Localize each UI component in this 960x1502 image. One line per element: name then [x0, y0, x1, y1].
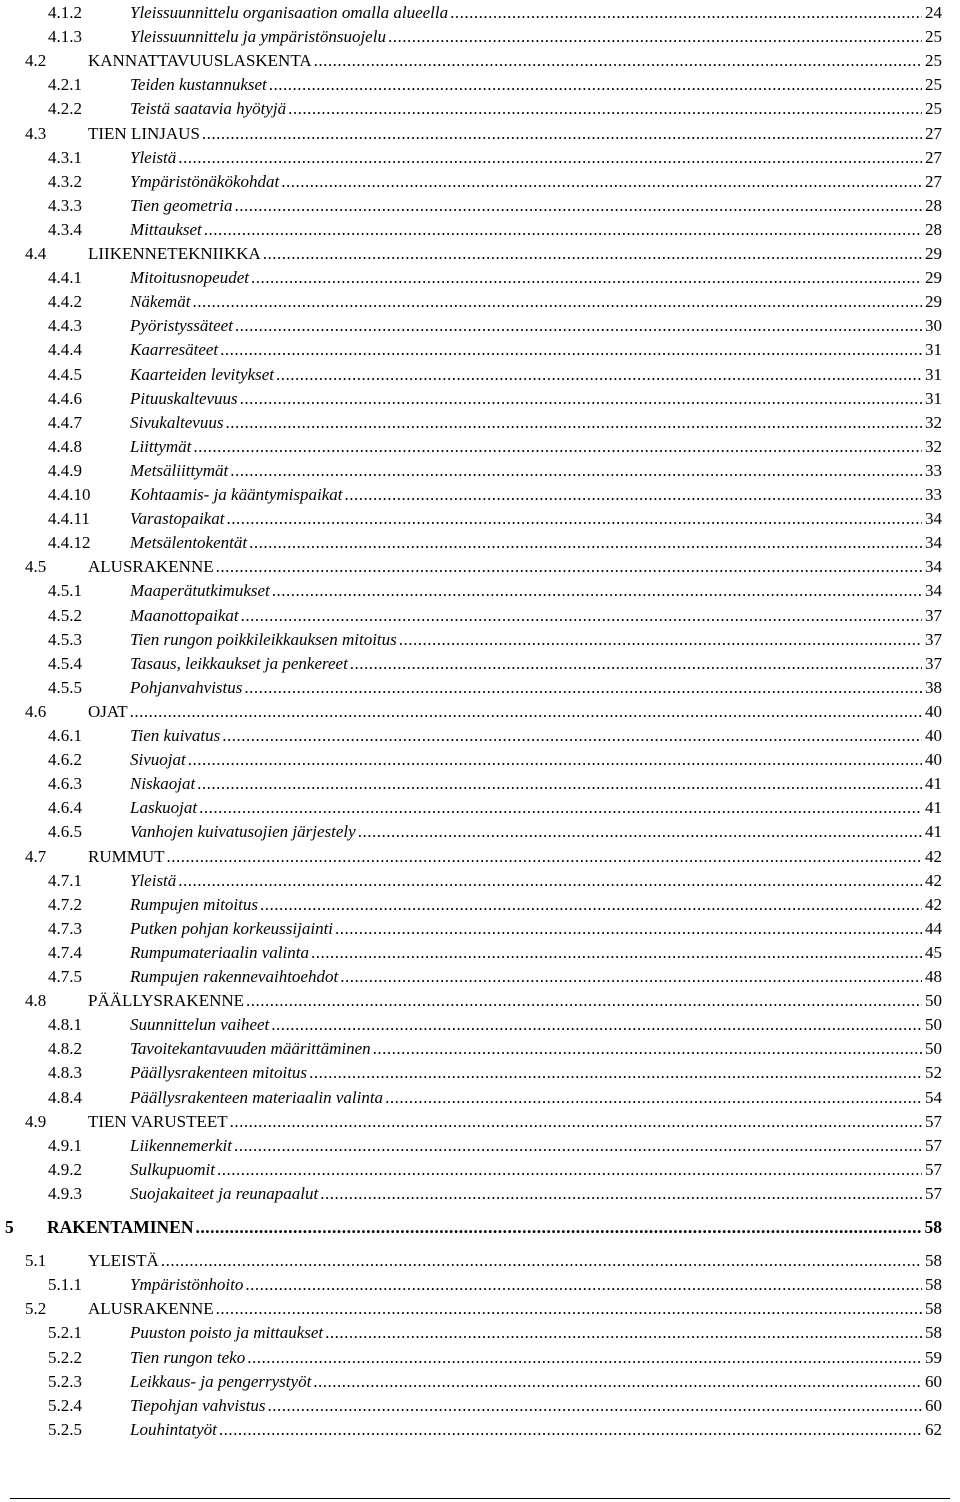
toc-entry-title: TIEN LINJAUS [88, 123, 200, 143]
toc-entry-page-number: 27 [925, 123, 942, 143]
toc-entry-number: 4.7.5 [48, 967, 82, 986]
dot-leader [276, 363, 922, 387]
toc-entry[interactable] [48, 941, 942, 965]
toc-entry-title: Metsälentokentät [130, 533, 248, 553]
toc-entry-page-number: 42 [925, 894, 942, 914]
toc-entry-title: Päällysrakenteen materiaalin valinta [130, 1087, 384, 1107]
toc-entry[interactable] [48, 1037, 942, 1061]
toc-entry[interactable] [5, 1215, 942, 1239]
toc-entry-page-number: 31 [925, 388, 942, 408]
toc-entry[interactable] [48, 266, 942, 290]
toc-entry-number: 5.2.3 [48, 1371, 82, 1391]
toc-entry-page-number: 40 [925, 701, 942, 721]
toc-entry-page-number: 41 [925, 822, 942, 842]
toc-entry-number: 4.4 [25, 244, 47, 263]
toc-entry[interactable] [48, 1346, 942, 1370]
toc-entry-number: 4.3.4 [48, 219, 82, 239]
dot-leader [314, 49, 922, 73]
toc-entry-number: 4.3 [25, 123, 47, 143]
toc-entry[interactable] [48, 459, 942, 483]
dot-leader [216, 555, 922, 579]
toc-entry[interactable] [25, 242, 942, 266]
toc-entry-number: 4.7.1 [48, 870, 82, 890]
toc-entry-number: 4.3.3 [48, 195, 82, 215]
toc-entry[interactable] [48, 170, 942, 194]
dot-leader [344, 483, 922, 507]
toc-entry-page-number: 58 [925, 1251, 942, 1271]
toc-entry-page-number: 58 [925, 1299, 942, 1319]
footer-rule [10, 1498, 950, 1499]
toc-entry-number: 4.5.5 [48, 677, 82, 697]
dot-leader [246, 989, 922, 1013]
dot-leader [240, 387, 922, 411]
toc-entry-page-number: 50 [925, 1039, 942, 1059]
dot-leader [358, 820, 922, 844]
toc-entry-number: 4.5.1 [48, 581, 82, 601]
toc-entry-title: Teistä saatavia hyötyjä [130, 99, 287, 119]
toc-entry-number: 4.6.5 [48, 822, 82, 842]
toc-entry-title: Puuston poisto ja mittaukset [130, 1323, 324, 1343]
toc-entry-page-number: 37 [925, 653, 942, 673]
toc-entry-page-number: 27 [925, 147, 942, 167]
toc-entry[interactable] [48, 628, 942, 652]
dot-leader [202, 122, 922, 146]
toc-entry[interactable] [48, 772, 942, 796]
toc-entry-number: 4.8 [25, 991, 47, 1011]
toc-entry-title: Pyöristyssäteet [130, 316, 233, 336]
toc-entry[interactable] [48, 1418, 942, 1442]
dot-leader [245, 1273, 922, 1297]
dot-leader [288, 97, 922, 121]
toc-entry-page-number: 25 [925, 51, 942, 71]
toc-entry-page-number: 58 [924, 1217, 942, 1237]
toc-entry[interactable] [48, 1134, 942, 1158]
toc-entry-title: Ympäristönäkökohdat [130, 171, 280, 191]
toc-entry-title: Tien rungon teko [130, 1347, 246, 1367]
toc-entry-number: 4.7.3 [48, 918, 82, 938]
toc-entry-number: 4.4.3 [48, 316, 82, 336]
toc-entry[interactable] [48, 820, 942, 844]
dot-leader [268, 1394, 922, 1418]
toc-entry-number: 4.8.3 [48, 1063, 82, 1083]
dot-leader [335, 917, 922, 941]
dot-leader [235, 314, 922, 338]
toc-entry-title: Suunnittelun vaiheet [130, 1015, 270, 1035]
toc-entry[interactable] [48, 73, 942, 97]
toc-entry-page-number: 57 [925, 1111, 942, 1131]
toc-entry-page-number: 40 [925, 750, 942, 770]
toc-entry-number: 4.3.2 [48, 171, 82, 191]
toc-entry-number: 4.8.2 [48, 1039, 82, 1059]
toc-entry-page-number: 28 [925, 219, 942, 239]
toc-entry-page-number: 25 [925, 75, 942, 95]
toc-entry[interactable] [48, 604, 942, 628]
toc-entry[interactable] [48, 314, 942, 338]
toc-entry-number: 4.4.5 [48, 364, 82, 384]
dot-leader [225, 411, 922, 435]
toc-entry[interactable] [25, 122, 942, 146]
toc-entry-title: Metsäliittymät [130, 460, 229, 480]
toc-entry[interactable] [48, 97, 942, 121]
toc-entry-title: Tavoitekantavuuden määrittäminen [130, 1039, 371, 1059]
toc-entry-title: Kaarresäteet [130, 340, 219, 360]
dot-leader [167, 845, 922, 869]
dot-leader [230, 459, 922, 483]
toc-entry-number: 4.6 [25, 701, 47, 721]
toc-entry-title: Mittaukset [130, 219, 202, 239]
toc-entry-page-number: 33 [925, 485, 942, 504]
toc-entry-title: PÄÄLLYSRAKENNE [88, 991, 245, 1011]
toc-entry[interactable] [48, 1273, 942, 1297]
toc-entry-number: 4.4.10 [48, 485, 91, 504]
toc-entry-title: Niskaojat [130, 774, 196, 794]
toc-entry-title: Maaperätutkimukset [130, 581, 270, 601]
toc-entry[interactable] [48, 363, 942, 387]
toc-entry-page-number: 31 [925, 364, 942, 384]
toc-entry-title: Pituuskaltevuus [130, 388, 238, 408]
toc-entry-page-number: 57 [925, 1135, 942, 1155]
toc-entry-page-number: 57 [925, 1159, 942, 1179]
toc-entry-page-number: 25 [925, 27, 942, 47]
dot-leader [234, 194, 922, 218]
toc-entry-title: Yleistä [130, 870, 177, 890]
toc-entry-number: 4.4.4 [48, 340, 82, 360]
dot-leader [197, 772, 922, 796]
toc-entry[interactable] [48, 1061, 942, 1085]
toc-entry-title: LIIKENNETEKNIIKKA [88, 244, 261, 263]
toc-entry-title: Mitoitusnopeudet [130, 268, 249, 288]
dot-leader [260, 893, 922, 917]
toc-entry[interactable] [48, 507, 942, 531]
toc-entry-page-number: 34 [925, 509, 942, 529]
dot-leader [311, 941, 922, 965]
toc-entry-page-number: 27 [925, 171, 942, 191]
toc-entry[interactable] [48, 435, 942, 459]
toc-entry-number: 4.7 [25, 846, 47, 866]
toc-entry[interactable] [48, 748, 942, 772]
toc-entry-page-number: 29 [925, 268, 942, 288]
dot-leader [350, 652, 922, 676]
toc-entry-page-number: 42 [925, 870, 942, 890]
toc-entry-number: 4.8.4 [48, 1087, 82, 1107]
toc-entry-title: ALUSRAKENNE [88, 557, 214, 577]
dot-leader [251, 266, 922, 290]
toc-entry-page-number: 44 [925, 918, 942, 938]
toc-entry-title: Sivuojat [130, 750, 186, 770]
toc-entry-page-number: 31 [925, 340, 942, 360]
toc-entry-number: 5.2.1 [48, 1323, 82, 1343]
toc-entry-number: 4.1.2 [48, 3, 82, 22]
dot-leader [309, 1061, 922, 1085]
toc-entry[interactable] [48, 483, 942, 507]
dot-leader [219, 1418, 922, 1442]
toc-entry[interactable] [48, 1370, 942, 1394]
toc-entry-title: KANNATTAVUUSLASKENTA [88, 51, 312, 71]
toc-entry-number: 4.1.3 [48, 27, 82, 47]
dot-leader [320, 1182, 922, 1206]
toc-entry-title: Yleissuunnittelu ja ympäristönsuojelu [130, 27, 386, 47]
dot-leader [226, 507, 922, 531]
toc-entry[interactable] [48, 1, 942, 25]
toc-entry-title: OJAT [88, 701, 128, 721]
toc-entry-title: Rumpujen mitoitus [130, 894, 258, 914]
toc-entry-number: 4.2 [25, 51, 47, 71]
toc-entry-page-number: 42 [925, 846, 942, 866]
toc-entry[interactable] [25, 989, 942, 1013]
dot-leader [281, 170, 922, 194]
toc-entry-number: 5.1 [25, 1251, 47, 1271]
toc-entry-title: TIEN VARUSTEET [88, 1111, 228, 1131]
toc-entry-title: Rumpujen rakennevaihtoehdot [130, 967, 339, 986]
dot-leader [247, 1346, 922, 1370]
toc-entry-title: Liittymät [130, 436, 192, 456]
dot-leader [234, 1134, 922, 1158]
toc-entry-page-number: 60 [925, 1371, 942, 1391]
toc-entry-number: 5.1.1 [48, 1275, 82, 1295]
toc-entry-title: Tien kuivatus [130, 726, 221, 745]
toc-entry-title: Rumpumateriaalin valinta [130, 942, 309, 962]
toc-entry[interactable] [25, 1249, 942, 1273]
toc-entry[interactable] [48, 531, 942, 555]
dot-leader [196, 1215, 923, 1239]
dot-leader [188, 748, 922, 772]
toc-entry-number: 4.4.2 [48, 292, 82, 312]
toc-entry-number: 4.7.4 [48, 942, 82, 962]
toc-entry-page-number: 41 [925, 798, 942, 818]
dot-leader [178, 146, 922, 170]
dot-leader [241, 604, 922, 628]
toc-entry-page-number: 25 [925, 99, 942, 119]
toc-entry-number: 4.4.7 [48, 412, 82, 432]
dot-leader [388, 25, 922, 49]
dot-leader [204, 218, 922, 242]
toc-entry-page-number: 24 [925, 3, 942, 22]
dot-leader [340, 965, 922, 989]
toc-entry[interactable] [48, 218, 942, 242]
toc-entry-page-number: 60 [925, 1395, 942, 1415]
toc-entry-number: 4.4.8 [48, 436, 82, 456]
toc-entry-title: Teiden kustannukset [130, 75, 267, 95]
dot-leader [385, 1086, 922, 1110]
toc-entry[interactable] [48, 796, 942, 820]
toc-entry-number: 4.2.2 [48, 99, 82, 119]
toc-entry-page-number: 62 [925, 1419, 942, 1439]
toc-entry-page-number: 32 [925, 412, 942, 432]
toc-entry-title: ALUSRAKENNE [88, 1299, 214, 1319]
dot-leader [244, 676, 922, 700]
toc-entry-number: 4.8.1 [48, 1015, 82, 1035]
dot-leader [249, 531, 922, 555]
dot-leader [130, 700, 922, 724]
toc-entry-number: 5.2.4 [48, 1395, 82, 1415]
toc-entry[interactable] [48, 724, 942, 748]
toc-entry-number: 5 [5, 1217, 14, 1237]
toc-entry-number: 4.6.3 [48, 774, 82, 794]
toc-entry-page-number: 30 [925, 316, 942, 336]
toc-entry[interactable] [25, 49, 942, 73]
toc-entry-title: Putken pohjan korkeussijainti [130, 918, 334, 938]
toc-entry-page-number: 45 [925, 942, 942, 962]
toc-entry-page-number: 37 [925, 629, 942, 649]
dot-leader [399, 628, 922, 652]
toc-entry-title: Ympäristönhoito [130, 1275, 244, 1295]
toc-entry-title: Kohtaamis- ja kääntymispaikat [130, 485, 343, 504]
dot-leader [193, 435, 922, 459]
toc-entry-title: RAKENTAMINEN [47, 1217, 194, 1237]
toc-entry[interactable] [25, 1110, 942, 1134]
toc-entry-title: Sulkupuomit [130, 1159, 215, 1179]
toc-entry-page-number: 48 [925, 967, 942, 986]
toc-entry-number: 4.5 [25, 557, 47, 577]
toc-entry-title: Leikkaus- ja pengerrystyöt [130, 1371, 312, 1391]
toc-entry-number: 4.9 [25, 1111, 47, 1131]
toc-entry[interactable] [48, 917, 942, 941]
toc-entry[interactable] [48, 411, 942, 435]
toc-entry[interactable] [48, 290, 942, 314]
toc-entry-title: Tien geometria [130, 195, 233, 215]
toc-entry-title: Päällysrakenteen mitoitus [130, 1063, 308, 1083]
toc-entry-page-number: 58 [925, 1275, 942, 1295]
toc-entry-number: 4.9.2 [48, 1159, 82, 1179]
toc-entry[interactable] [48, 652, 942, 676]
toc-entry-title: RUMMUT [88, 846, 165, 866]
toc-entry[interactable] [48, 1013, 942, 1037]
toc-entry-title: Sivukaltevuus [130, 412, 224, 432]
toc-entry-title: YLEISTÄ [88, 1251, 159, 1271]
toc-entry-title: Yleissuunnittelu organisaation omalla alueella [130, 3, 449, 22]
toc-entry-number: 4.5.4 [48, 653, 82, 673]
toc-entry-page-number: 34 [925, 533, 942, 553]
toc-entry[interactable] [48, 1182, 942, 1206]
toc-entry-title: Vanhojen kuivatusojien järjestely [130, 822, 356, 842]
toc-entry-page-number: 50 [925, 1015, 942, 1035]
toc-entry-number: 4.3.1 [48, 147, 82, 167]
toc-entry[interactable] [48, 893, 942, 917]
toc-entry-page-number: 34 [925, 581, 942, 601]
toc-entry-title: Suojakaiteet ja reunapaalut [130, 1183, 319, 1203]
toc-entry[interactable] [48, 676, 942, 700]
toc-entry-page-number: 37 [925, 605, 942, 625]
toc-entry-number: 5.2.5 [48, 1419, 82, 1439]
dot-leader [263, 242, 922, 266]
dot-leader [373, 1037, 922, 1061]
toc-entry[interactable] [48, 1086, 942, 1110]
toc-entry-title: Tiepohjan vahvistus [130, 1395, 266, 1415]
toc-entry-page-number: 50 [925, 991, 942, 1011]
toc-entry-number: 4.6.2 [48, 750, 82, 770]
toc-entry-number: 4.6.4 [48, 798, 82, 818]
toc-entry[interactable] [48, 338, 942, 362]
toc-entry-page-number: 33 [925, 460, 942, 480]
dot-leader [271, 1013, 922, 1037]
toc-entry[interactable] [48, 579, 942, 603]
toc-entry-number: 4.7.2 [48, 894, 82, 914]
toc-entry-title: Louhintatyöt [130, 1419, 217, 1439]
toc-entry-title: Laskuojat [130, 798, 198, 818]
dot-leader [217, 1158, 922, 1182]
toc-entry-title: Tasaus, leikkaukset ja penkereet [130, 653, 348, 673]
dot-leader [325, 1321, 922, 1345]
toc-entry[interactable] [48, 25, 942, 49]
toc-entry-number: 4.4.11 [48, 509, 90, 529]
toc-entry-page-number: 52 [925, 1063, 942, 1083]
toc-entry[interactable] [25, 1297, 942, 1321]
toc-entry[interactable] [48, 965, 942, 989]
toc-entry[interactable] [25, 700, 942, 724]
toc-entry[interactable] [25, 555, 942, 579]
dot-leader [220, 338, 922, 362]
dot-leader [216, 1297, 922, 1321]
toc-entry-title: Tien rungon poikkileikkauksen mitoitus [130, 629, 397, 649]
toc-entry[interactable] [48, 146, 942, 170]
toc-entry-title: Maanottopaikat [130, 605, 239, 625]
toc-entry-number: 5.2 [25, 1299, 47, 1319]
dot-leader [313, 1370, 922, 1394]
toc-entry[interactable] [48, 1158, 942, 1182]
dot-leader [450, 1, 922, 25]
dot-leader [269, 73, 922, 97]
toc-entry-page-number: 58 [925, 1323, 942, 1343]
toc-entry-title: Kaarteiden levitykset [130, 364, 274, 384]
toc-entry-page-number: 38 [925, 677, 942, 697]
toc-entry-page-number: 41 [925, 774, 942, 794]
toc-entry-number: 4.5.2 [48, 605, 82, 625]
toc-entry-title: Pohjanvahvistus [130, 677, 243, 697]
toc-entry-page-number: 29 [925, 244, 942, 263]
dot-leader [178, 869, 922, 893]
dot-leader [222, 724, 922, 748]
toc-entry-page-number: 29 [925, 292, 942, 312]
toc-entry-page-number: 28 [925, 195, 942, 215]
toc-entry[interactable] [48, 1321, 942, 1345]
toc-entry-number: 4.9.3 [48, 1183, 82, 1203]
dot-leader [272, 579, 922, 603]
toc-entry-title: Liikennemerkit [130, 1135, 232, 1155]
toc-entry-title: Näkemät [130, 292, 191, 312]
toc-entry[interactable] [48, 1394, 942, 1418]
toc-entry-page-number: 32 [925, 436, 942, 456]
toc-entry[interactable] [25, 845, 942, 869]
toc-entry-number: 4.4.12 [48, 533, 91, 553]
toc-entry-number: 4.5.3 [48, 629, 82, 649]
toc-entry-page-number: 59 [925, 1347, 942, 1367]
toc-entry[interactable] [48, 387, 942, 411]
toc-entry-page-number: 57 [925, 1183, 942, 1203]
toc-entry-number: 4.9.1 [48, 1135, 82, 1155]
toc-entry-number: 4.4.1 [48, 268, 82, 288]
dot-leader [192, 290, 922, 314]
toc-entry-number: 4.2.1 [48, 75, 82, 95]
dot-leader [199, 796, 922, 820]
dot-leader [161, 1249, 922, 1273]
toc-entry-number: 4.4.9 [48, 460, 82, 480]
toc-entry-page-number: 34 [925, 557, 942, 577]
toc-entry-number: 5.2.2 [48, 1347, 82, 1367]
toc-entry-number: 4.6.1 [48, 726, 82, 745]
toc-entry-number: 4.4.6 [48, 388, 82, 408]
dot-leader [230, 1110, 922, 1134]
toc-entry[interactable] [48, 194, 942, 218]
toc-entry[interactable] [48, 869, 942, 893]
toc-entry-page-number: 40 [925, 726, 942, 745]
toc-entry-title: Varastopaikat [130, 509, 225, 529]
toc-entry-title: Yleistä [130, 147, 177, 167]
toc-entry-page-number: 54 [925, 1087, 942, 1107]
